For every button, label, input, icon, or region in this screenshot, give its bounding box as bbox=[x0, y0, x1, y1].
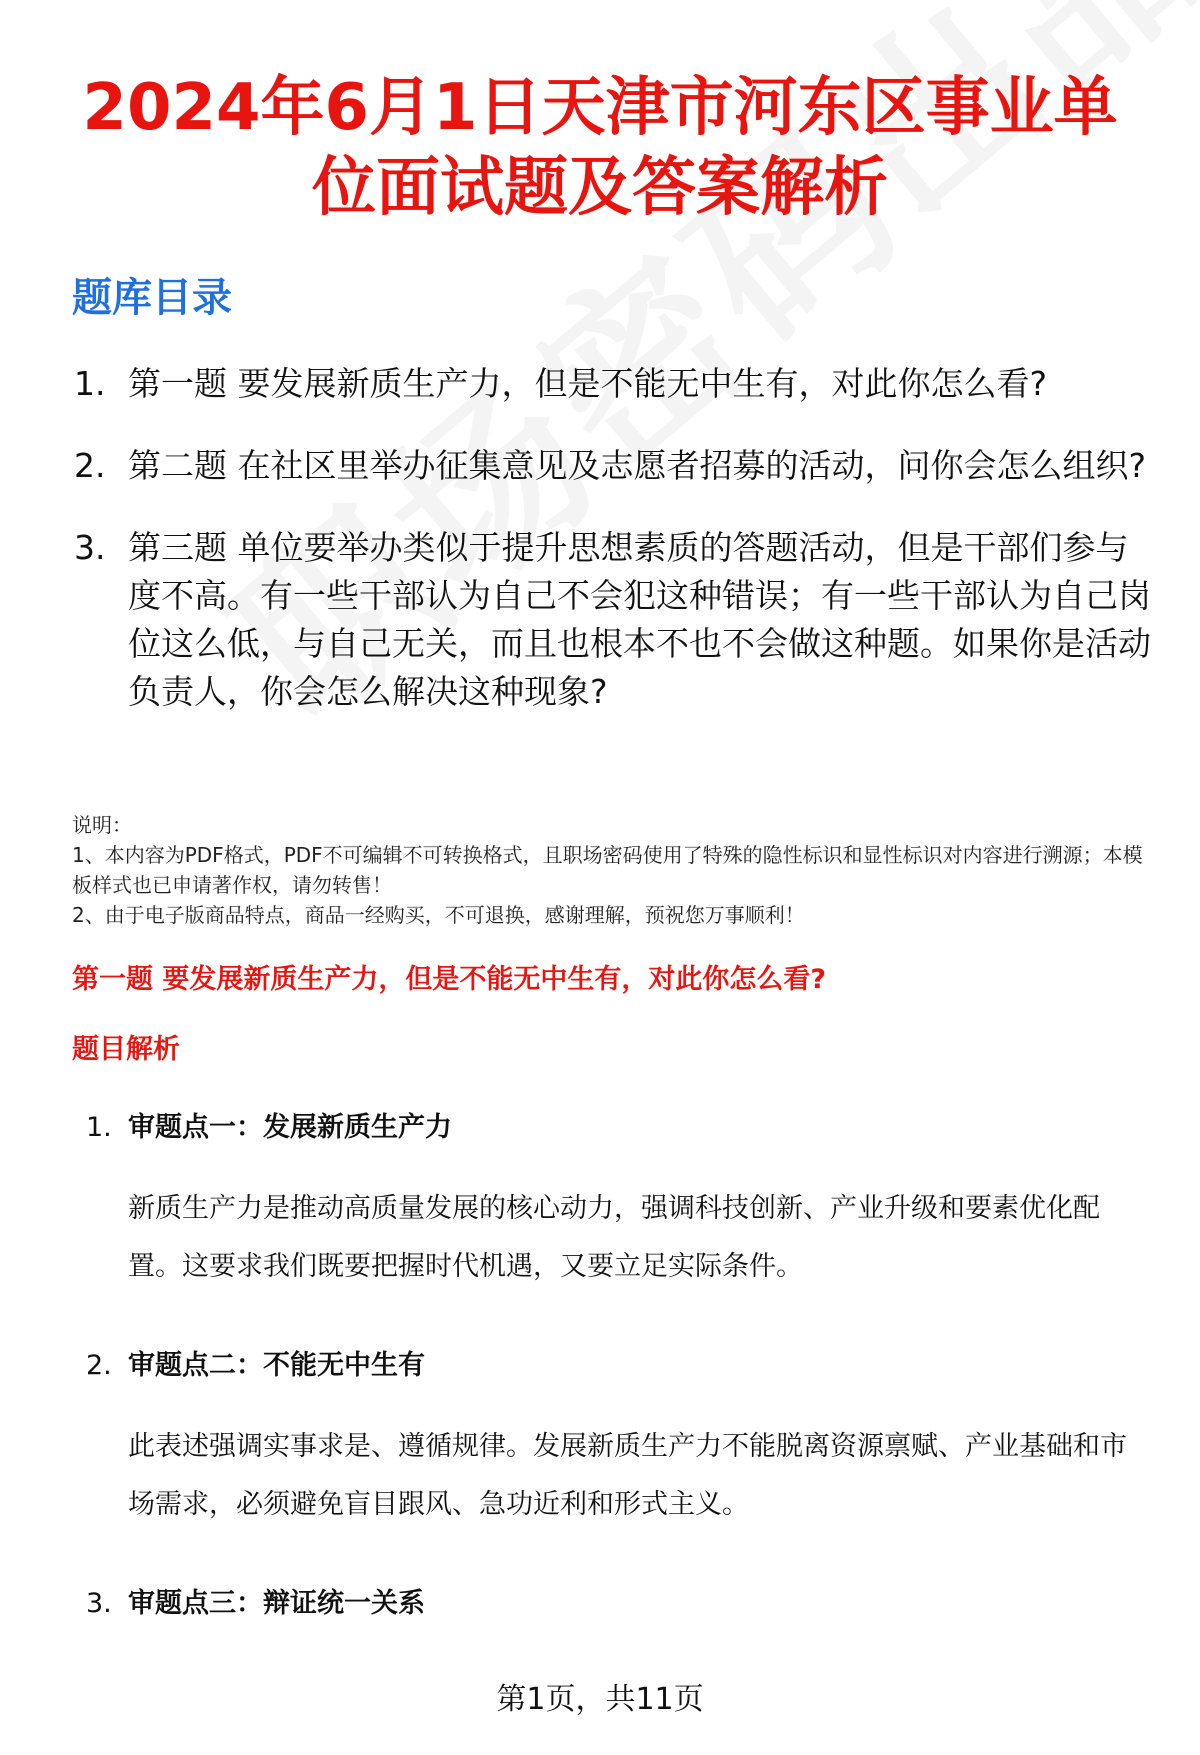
analysis-point-number: 2. bbox=[86, 1350, 112, 1381]
toc-list bbox=[72, 360, 1152, 750]
analysis-point-title bbox=[86, 1584, 1146, 1624]
analysis-point-title bbox=[86, 1346, 1146, 1386]
analysis-point bbox=[86, 1584, 1146, 1624]
toc-item-number: 3. bbox=[74, 528, 106, 567]
toc-item-text: 第二题 在社区里举办征集意见及志愿者招募的活动，问你会怎么组织? bbox=[128, 446, 1147, 485]
toc-heading: 题库目录 bbox=[72, 275, 232, 321]
toc-item[interactable] bbox=[72, 524, 1152, 716]
toc-item-text: 第三题 单位要举办类似于提升思想素质的答题活动，但是干部们参与度不高。有一些干部认为自己不会犯这种错误；有一些干部认为自己岗位这么低，与自己无关，而且也根本不也不会做这种题。如果你是活动负责人，你会怎么解决这种现象? bbox=[128, 528, 1151, 711]
document-title: 2024年6月1日天津市河东区事业单位面试题及答案解析 bbox=[82, 71, 1118, 225]
analysis-point bbox=[86, 1346, 1146, 1534]
toc-item-number: 2. bbox=[74, 446, 106, 485]
analysis-point-number: 3. bbox=[86, 1588, 112, 1619]
analysis-point-title-text: 审题点三：辩证统一关系 bbox=[128, 1588, 425, 1619]
notes-line-2: 2、由于电子版商品特点，商品一经购买，不可退换，感谢理解，预祝您万事顺利！ bbox=[72, 903, 805, 927]
analysis-point-title-text: 审题点一：发展新质生产力 bbox=[128, 1112, 452, 1143]
page-footer: 第1页，共11页 bbox=[496, 1682, 704, 1717]
analysis-point-number: 1. bbox=[86, 1112, 112, 1143]
toc-item-text: 第一题 要发展新质生产力，但是不能无中生有，对此你怎么看? bbox=[128, 364, 1048, 403]
analysis-heading: 题目解析 bbox=[72, 1034, 180, 1065]
toc-item-number: 1. bbox=[74, 364, 106, 403]
toc-item[interactable] bbox=[72, 360, 1152, 408]
analysis-point-title-text: 审题点二：不能无中生有 bbox=[128, 1350, 425, 1381]
analysis-point-title bbox=[86, 1108, 1146, 1148]
analysis-point-body: 新质生产力是推动高质量发展的核心动力，强调科技创新、产业升级和要素优化配置。这要求我们既要把握时代机遇，又要立足实际条件。 bbox=[128, 1193, 1100, 1282]
analysis-point-body: 此表述强调实事求是、遵循规律。发展新质生产力不能脱离资源禀赋、产业基础和市场需求，必须避免盲目跟风、急功近利和形式主义。 bbox=[128, 1431, 1127, 1520]
notes-block bbox=[72, 810, 1162, 930]
question-1-title: 第一题 要发展新质生产力，但是不能无中生有，对此你怎么看? bbox=[72, 964, 827, 995]
analysis-point bbox=[86, 1108, 1146, 1296]
notes-heading: 说明： bbox=[72, 813, 132, 837]
notes-line-1: 1、本内容为PDF格式，PDF不可编辑不可转换格式，且职场密码使用了特殊的隐性标识和显性标识对内容进行溯源；本模板样式也已申请著作权，请勿转售！ bbox=[72, 843, 1143, 897]
toc-item[interactable] bbox=[72, 442, 1152, 490]
